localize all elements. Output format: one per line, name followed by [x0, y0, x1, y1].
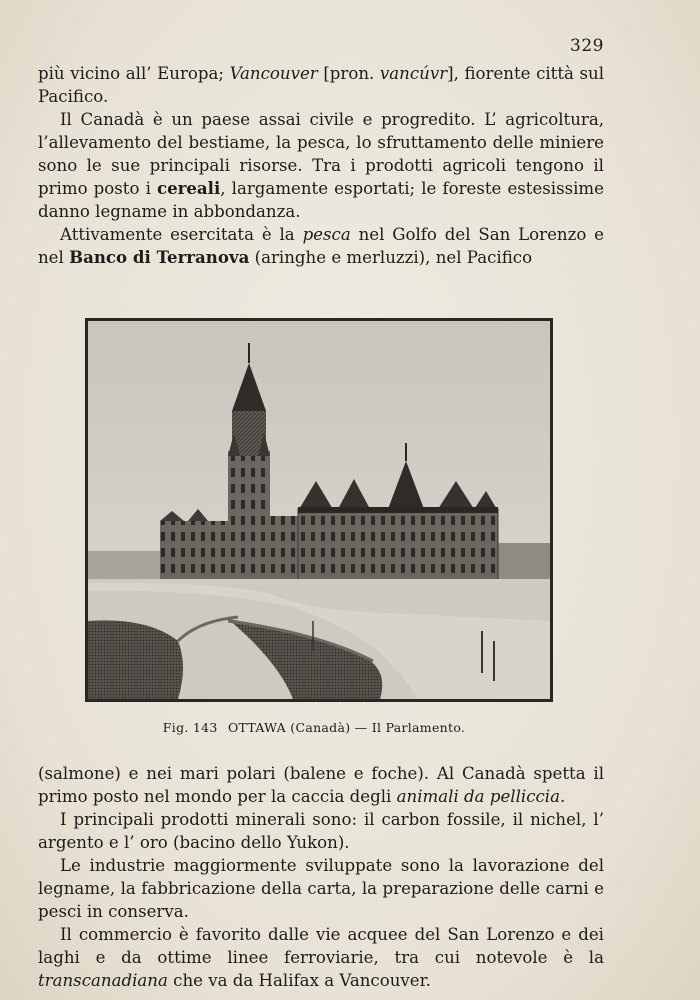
lower-text-block [38, 762, 604, 992]
paragraph-minerals: I principali prodotti minerali sono: il carbon fossile, il nichel, l’ argento e l’ oro (bacino dello Yukon). [38, 810, 604, 852]
paragraph-continuation: più vicino all’ Europa; Vancouver [pron. vancúvr], fiorente città sul Pacifico. [38, 64, 604, 106]
parliament-illustration [88, 321, 550, 699]
figure-caption [0, 720, 628, 735]
paragraph-industries: Le industrie maggiormente sviluppate sono la lavorazione del legname, la fabbricazione della carta, la preparazione delle carni e pesci in conserva. [38, 856, 604, 921]
paragraph-canada-economy: Il Canadà è un paese assai civile e progredito. L’ agricoltura, l’allevamento del bestiame, la pesca, lo sfruttamento delle miniere sono le sue principali risorse. Tra i prodotti agricoli tengono il primo posto i cereali, largamente esportati; le foreste estesissime danno legname in abbondanza. [38, 110, 604, 221]
paragraph-fishing: Attivamente esercitata è la pesca nel Golfo del San Lorenzo e nel Banco di Terranova (aringhe e merluzzi), nel Pacifico [38, 225, 604, 267]
parliament-engraving [85, 318, 553, 702]
paragraph-fishing-cont: (salmone) e nei mari polari (balene e foche). Al Canadà spetta il primo posto nel mondo per la caccia degli animali da pelliccia. [38, 764, 604, 806]
figure-label: Fig. 143 [162, 720, 218, 735]
paragraph-commerce: Il commercio è favorito dalle vie acquee del San Lorenzo e dei laghi e da ottime linee ferroviarie, tra cui notevole è la transcanadiana che va da Halifax a Vancouver. [38, 925, 604, 990]
upper-text-block [38, 62, 604, 269]
figure-title: OTTAWA (Canadà) — Il Parlamento. [227, 720, 466, 735]
page-number: 329 [570, 36, 604, 56]
